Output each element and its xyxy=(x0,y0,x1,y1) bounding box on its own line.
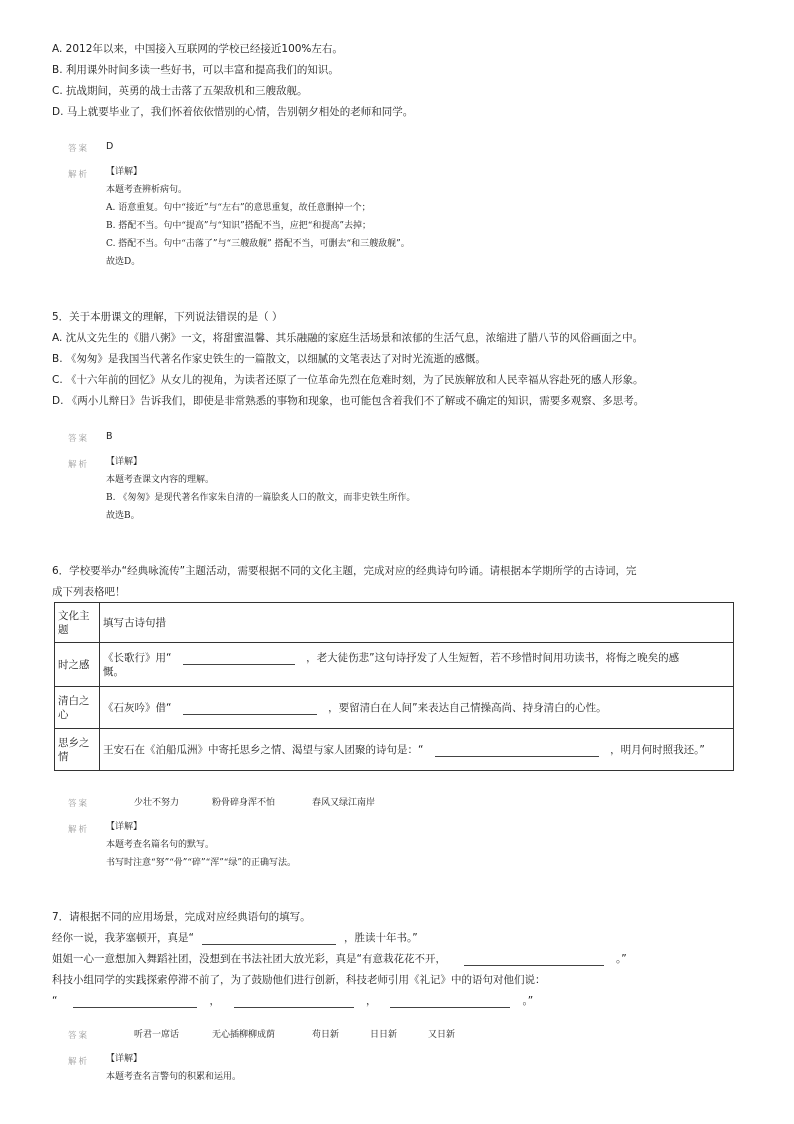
q4-detail-2: A. 语意重复。句中“接近”与“左右”的意思重复，故任意删掉一个； xyxy=(106,203,371,213)
q5-option-c: C. 《十六年前的回忆》从女儿的视角，为读者还原了一位革命先烈在危难时刻，为了民族解放和人民幸福从容赴死的感人形象。 xyxy=(52,374,644,386)
q5-analysis-tag: 解析 xyxy=(68,460,90,470)
q7-line1 xyxy=(52,931,418,945)
q4-detail-0: 【详解】 xyxy=(106,167,143,177)
q5-detail-3: 故选B。 xyxy=(106,511,140,521)
answer-blank[interactable] xyxy=(390,997,510,1008)
q7-line3: 科技小组同学的实践探索停滞不前了，为了鼓励他们进行创新，科技老师引用《礼记》中的语句对他们说： xyxy=(52,974,546,986)
q5-detail-1: 本题考查课文内容的理解。 xyxy=(106,475,215,485)
q7-line4 xyxy=(52,994,533,1008)
table-row xyxy=(55,643,734,687)
q4-option-b: B. 利用课外时间多读一些好书，可以丰富和提高我们的知识。 xyxy=(52,64,339,76)
q6-answer-3: 春风又绿江南岸 xyxy=(312,798,376,808)
table-header-row xyxy=(55,603,734,643)
q6-answer-1: 少壮不努力 xyxy=(134,798,180,808)
q7-line2 xyxy=(52,952,627,966)
q7-answer-3: 苟日新 xyxy=(312,1030,340,1040)
answer-blank[interactable] xyxy=(234,997,354,1008)
table-header-theme: 文化主题 xyxy=(55,603,100,643)
q6-detail-0: 【详解】 xyxy=(106,822,143,832)
q4-option-d: D. 马上就要毕业了，我们怀着依依惜别的心情，告别朝夕相处的老师和同学。 xyxy=(52,106,414,118)
table-row-theme: 清白之心 xyxy=(55,687,100,729)
table-row-content xyxy=(100,729,734,771)
q4-detail-4: C. 搭配不当。句中“击落了”与“三艘敌舰” 搭配不当，可删去“和三艘敌舰”。 xyxy=(106,239,410,249)
q4-option-c: C. 抗战期间，英勇的战士击落了五架敌机和三艘敌舰。 xyxy=(52,85,308,97)
table-row-content xyxy=(100,643,734,687)
q5-detail-0: 【详解】 xyxy=(106,457,143,467)
table-row-theme: 思乡之情 xyxy=(55,729,100,771)
q6-detail-1: 本题考查名篇名句的默写。 xyxy=(106,840,215,850)
q7-line1-post: ，胜读十年书。” xyxy=(343,932,418,944)
row-text-post: ，要留清白在人间”来表达自己情操高尚、持身清白的心性。 xyxy=(328,701,607,714)
q5-option-b: B. 《匆匆》是我国当代著名作家史铁生的一篇散文，以细腻的文笔表达了对时光流逝的感慨。 xyxy=(52,353,486,365)
q7-answer-5: 又日新 xyxy=(428,1030,456,1040)
answer-blank[interactable] xyxy=(464,955,604,966)
q6-stem-line2: 成下列表格吧！ xyxy=(52,586,126,598)
answer-blank[interactable] xyxy=(435,746,599,757)
q7-line2-pre: 姐姐一心一意想加入舞蹈社团，没想到在书法社团大放光彩，真是“有意栽花花不开， xyxy=(52,953,446,965)
answer-blank[interactable] xyxy=(73,997,197,1008)
q5-answer: B xyxy=(106,431,113,442)
row-text-post: ，老大徒伤悲”这句诗抒发了人生短暂，若不珍惜时间用功读书，将悔之晚矣的感 xyxy=(306,651,680,664)
table-row-content xyxy=(100,687,734,729)
table-header-fill: 填写古诗句措 xyxy=(100,603,734,643)
q6-stem-line1: 6．学校要举办“经典咏流传”主题活动，需要根据不同的文化主题，完成对应的经典诗句吟诵。请根据本学期所学的古诗词，完 xyxy=(52,565,637,577)
q5-answer-tag: 答案 xyxy=(68,434,90,444)
table-row xyxy=(55,729,734,771)
row-text-pre: 《长歌行》用“ xyxy=(103,651,172,664)
answer-blank[interactable] xyxy=(183,654,295,665)
q7-detail-1: 本题考查名言警句的积累和运用。 xyxy=(106,1072,242,1082)
q7-line4-sep1: ， xyxy=(209,995,220,1007)
answer-blank[interactable] xyxy=(202,934,336,945)
q7-detail-0: 【详解】 xyxy=(106,1054,143,1064)
q7-line1-pre: 经你一说，我茅塞顿开，真是“ xyxy=(52,932,194,944)
q7-line4-sep2: ， xyxy=(365,995,377,1007)
q6-answer-tag: 答案 xyxy=(68,799,90,809)
row-text-post: ，明月何时照我还。” xyxy=(610,743,705,756)
q5-option-a: A. 沈从文先生的《腊八粥》一文，将甜蜜温馨、其乐融融的家庭生活场景和浓郁的生活气息，浓缩进了腊八节的风俗画面之中。 xyxy=(52,332,644,344)
q7-answer-4: 日日新 xyxy=(370,1030,398,1040)
q7-answer-2: 无心插柳柳成荫 xyxy=(212,1030,276,1040)
q6-detail-2: 书写时注意“努”“骨”“碎”“浑”“绿”的正确写法。 xyxy=(106,858,297,868)
q7-analysis-tag: 解析 xyxy=(68,1057,90,1067)
q6-analysis-tag: 解析 xyxy=(68,825,90,835)
q4-detail-3: B. 搭配不当。句中“提高”与“知识”搭配不当，应把“和提高”去掉； xyxy=(106,221,371,231)
row-text-pre: 王安石在《泊船瓜洲》中寄托思乡之情、渴望与家人团聚的诗句是：“ xyxy=(103,743,424,756)
q7-stem: 7．请根据不同的应用场景，完成对应经典语句的填写。 xyxy=(52,911,311,923)
row-text-post2: 慨。 xyxy=(103,665,124,678)
q5-option-d: D. 《两小儿辩日》告诉我们，即使是非常熟悉的事物和现象，也可能包含着我们不了解或不确定的知识，需要多观察、多思考。 xyxy=(52,395,645,407)
answer-blank[interactable] xyxy=(183,704,317,715)
q7-answer-tag: 答案 xyxy=(68,1031,90,1041)
q7-line2-post: 。” xyxy=(615,953,627,965)
q4-answer-tag: 答案 xyxy=(68,144,90,154)
q4-detail-1: 本题考查辨析病句。 xyxy=(106,185,188,195)
q4-option-a: A. 2012年以来，中国接入互联网的学校已经接近100%左右。 xyxy=(52,43,343,55)
q7-answer-1: 听君一席话 xyxy=(134,1030,180,1040)
q6-answer-2: 粉骨碎身浑不怕 xyxy=(212,798,276,808)
row-text-pre: 《石灰吟》借“ xyxy=(103,701,172,714)
q7-line4-open: “ xyxy=(52,995,58,1007)
q4-analysis-tag: 解析 xyxy=(68,170,90,180)
q5-stem: 5．关于本册课文的理解，下列说法错误的是（ ） xyxy=(52,311,283,323)
q5-detail-2: B. 《匆匆》是现代著名作家朱自清的一篇脍炙人口的散文，而非史铁生所作。 xyxy=(106,493,416,503)
table-row-theme: 时之感 xyxy=(55,643,100,687)
q4-detail-5: 故选D。 xyxy=(106,257,141,267)
q4-answer: D xyxy=(106,141,114,152)
table-row xyxy=(55,687,734,729)
q6-table xyxy=(54,602,734,771)
q7-line4-close: 。” xyxy=(522,995,534,1007)
